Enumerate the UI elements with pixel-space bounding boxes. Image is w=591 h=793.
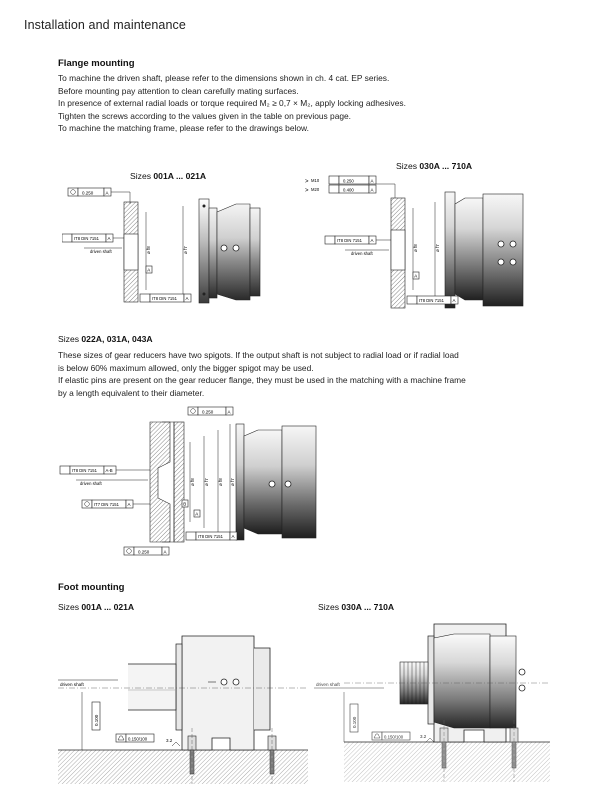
- foot-mounting-heading: Foot mounting: [58, 582, 125, 593]
- svg-text:A: A: [414, 273, 418, 279]
- tolerance-frame-ab: [60, 466, 150, 486]
- svg-text:0.250: 0.250: [202, 409, 214, 415]
- flange-instructions: [58, 72, 406, 135]
- svg-text:A: A: [370, 187, 374, 193]
- tol-value: 0.250: [82, 190, 94, 196]
- svg-text:0.150/100: 0.150/100: [128, 736, 148, 742]
- driven-shaft-label: driven shaft: [90, 249, 112, 254]
- spigot-line-2: is below 60% maximum allowed, only the bigger spigot may be used.: [58, 362, 314, 373]
- flange-line-2: Before mounting pay attention to clean carefully mating surfaces.: [58, 85, 299, 96]
- tolerance-frame-mid: [82, 500, 150, 508]
- svg-text:A: A: [231, 534, 235, 539]
- flange-drawing-small: [62, 182, 267, 307]
- flange-fig2-sizes: Sizes 030A ... 710A: [396, 161, 473, 171]
- flange-line-4: Tighten the screws according to the values given in the table on previous page.: [58, 110, 351, 121]
- foot-drawing-small: [58, 618, 316, 788]
- svg-text:ø f7: ø f7: [230, 478, 235, 486]
- svg-text:3.2: 3.2: [166, 738, 173, 743]
- svg-text:A: A: [147, 267, 151, 273]
- flange-drawing-large: [305, 172, 537, 312]
- svg-text:driven shaft: driven shaft: [80, 481, 102, 486]
- svg-text:IT8 DIN 7151: IT8 DIN 7151: [74, 236, 99, 241]
- tolerance-frame-top: [68, 188, 130, 204]
- spigot-instructions: [58, 349, 466, 399]
- foot-fig2-sizes: Sizes 030A ... 710A: [318, 602, 395, 612]
- svg-text:ø f8: ø f8: [146, 246, 151, 254]
- svg-text:A: A: [185, 296, 189, 301]
- svg-text:IT8 DIN 7151: IT8 DIN 7151: [419, 298, 444, 303]
- tolerance-frame-top: [305, 176, 395, 198]
- svg-text:3.2: 3.2: [420, 734, 427, 739]
- spigot-line-4: by a length equivalent to their diameter.: [58, 387, 205, 398]
- svg-text:M10: M10: [311, 178, 320, 183]
- svg-text:A-B: A-B: [105, 468, 113, 473]
- tolerance-frame-bottom: [140, 294, 191, 302]
- tolerance-frame-top: [188, 407, 233, 415]
- svg-text:A: A: [105, 190, 109, 196]
- spigot-line-3: If elastic pins are present on the gear reducer flange, they must be used in the matching with a machine frame: [58, 375, 466, 386]
- svg-text:0.400: 0.400: [343, 187, 354, 193]
- svg-text:0.100: 0.100: [352, 716, 357, 728]
- svg-text:ø f8: ø f8: [190, 478, 195, 486]
- svg-text:A: A: [195, 511, 199, 517]
- flange-line-3: In presence of external radial loads or torque required M₂ ≥ 0,7 × M₂, apply locking adhesives.: [58, 98, 406, 109]
- flange-fig1-sizes: Sizes 001A ... 021A: [130, 171, 207, 181]
- svg-text:driven shaft: driven shaft: [351, 251, 373, 256]
- spigot-sizes: Sizes 022A, 031A, 043A: [58, 334, 153, 344]
- svg-text:0.250: 0.250: [138, 549, 150, 555]
- tolerance-frame-foot: [124, 547, 169, 555]
- tolerance-frame-bottom: [407, 296, 458, 304]
- svg-text:ø f8: ø f8: [413, 244, 418, 252]
- svg-text:ø f7: ø f7: [183, 246, 188, 254]
- svg-text:driven shaft: driven shaft: [60, 682, 84, 687]
- svg-text:0.250: 0.250: [343, 178, 354, 184]
- svg-text:0.150/100: 0.150/100: [384, 734, 404, 740]
- svg-text:driven shaft: driven shaft: [316, 682, 340, 687]
- svg-text:A: A: [452, 298, 456, 303]
- svg-text:A: A: [127, 502, 131, 507]
- spigot-line-1: These sizes of gear reducers have two spigots. If the output shaft is not subject to radial load or if radial load: [58, 350, 459, 360]
- svg-text:A: A: [107, 236, 111, 241]
- tolerance-frame-bottom: [186, 532, 237, 540]
- page-title: Installation and maintenance: [24, 18, 186, 32]
- svg-text:A: A: [163, 549, 167, 555]
- foot-fig1-sizes: Sizes 001A ... 021A: [58, 602, 135, 612]
- svg-text:0.100: 0.100: [94, 714, 99, 726]
- svg-text:ø f7: ø f7: [435, 244, 440, 252]
- svg-text:IT8 DIN 7151: IT8 DIN 7151: [152, 296, 177, 301]
- svg-text:IT7 DIN 7151: IT7 DIN 7151: [94, 502, 119, 507]
- svg-text:A: A: [370, 178, 374, 184]
- tolerance-frame-mid: [325, 236, 391, 256]
- svg-text:A: A: [227, 409, 231, 415]
- svg-text:ø f8: ø f8: [218, 478, 223, 486]
- svg-text:IT8 DIN 7151: IT8 DIN 7151: [337, 238, 362, 243]
- foot-drawing-large: [314, 616, 554, 788]
- svg-text:B: B: [183, 501, 187, 507]
- flange-line-5: To machine the matching frame, please refer to the drawings below.: [58, 123, 309, 134]
- flange-line-1: To machine the driven shaft, please refer to the dimensions shown in ch. 4 cat. EP series.: [58, 73, 390, 83]
- flange-mounting-heading: Flange mounting: [58, 58, 135, 69]
- svg-text:IT8 DIN 7151: IT8 DIN 7151: [198, 534, 223, 539]
- svg-text:>: >: [305, 188, 309, 194]
- svg-text:IT8 DIN 7151: IT8 DIN 7151: [72, 468, 97, 473]
- svg-text:>: >: [305, 179, 309, 185]
- svg-text:A: A: [370, 238, 374, 243]
- svg-text:ø f7: ø f7: [204, 478, 209, 486]
- svg-text:M20: M20: [311, 187, 320, 192]
- spigot-drawing: [58, 402, 336, 560]
- tolerance-frame-mid: [62, 234, 124, 254]
